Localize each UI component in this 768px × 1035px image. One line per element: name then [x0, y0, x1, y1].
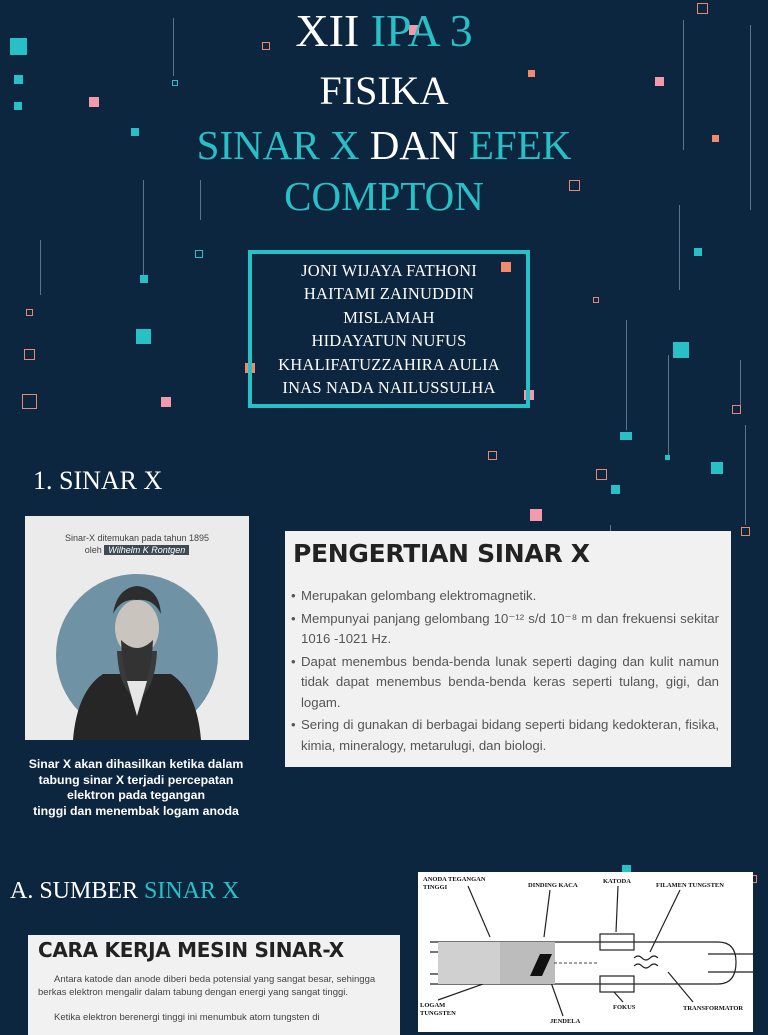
section-heading-sumber — [10, 878, 239, 905]
author-name: JONI WIJAYA FATHONI — [301, 260, 477, 280]
decorative-square — [673, 342, 689, 358]
xray-tube-diagram — [418, 872, 753, 1032]
topic-sinar-x: SINAR X — [196, 122, 360, 168]
decorative-square — [530, 509, 542, 521]
list-item: • Sering di gunakan di berbagai bidang seperti bidang kedokteran, fisika, kimia, mineralogy, metarulugi, dan biologi. — [291, 715, 719, 756]
list-item: • Merupakan gelombang elektromagnetik. — [291, 586, 719, 607]
caption-line: tabung sinar X terjadi percepatan — [38, 772, 234, 787]
diagram-label-logam: LOGAM TUNGSTEN — [420, 1002, 456, 1017]
portrait-caption-name: Wilhelm K Rontgen — [104, 545, 189, 555]
decorative-square — [611, 485, 620, 494]
author-name: HIDAYATUN NUFUS — [311, 331, 467, 350]
diagram-label-anoda: ANODA TEGANGAN TINGGI — [423, 876, 486, 891]
decorative-square — [596, 469, 607, 480]
diagram-label-dinding: DINDING KACA — [528, 882, 578, 889]
diagram-label-transformator: TRANSFORMATOR — [683, 1005, 744, 1012]
definition-card — [285, 531, 731, 767]
decorative-square — [694, 248, 702, 256]
rontgen-portrait-image — [25, 516, 249, 740]
decorative-line — [626, 320, 627, 430]
caption-line: tinggi dan menembak logam anoda — [33, 803, 239, 818]
decorative-square — [195, 250, 203, 258]
rontgen-portrait-card — [25, 516, 249, 740]
decorative-square — [24, 349, 35, 360]
sinar-x-caption — [0, 757, 272, 819]
topic-efek: EFEK — [468, 122, 572, 168]
author-name: INAS NADA NAILUSSULHA — [282, 378, 496, 397]
decorative-square — [26, 309, 33, 316]
topic-title-line1 — [0, 121, 768, 169]
decorative-square — [161, 397, 171, 407]
decorative-line — [745, 425, 746, 525]
page-title — [0, 4, 768, 58]
topic-dan: DAN — [369, 122, 459, 168]
section-heading-sumber-part2: SINAR X — [144, 878, 240, 904]
portrait-caption-prefix: oleh — [84, 545, 102, 555]
decorative-square — [593, 297, 599, 303]
cara-kerja-title: CARA KERJA MESIN SINAR-X — [38, 938, 344, 962]
caption-line: elektron pada tegangan — [66, 788, 206, 802]
decorative-square — [711, 462, 723, 474]
decorative-line — [40, 240, 41, 295]
decorative-square — [136, 329, 151, 344]
decorative-square — [620, 432, 632, 440]
portrait-caption: Sinar-X ditemukan pada tahun 1895 — [64, 533, 210, 543]
definition-title: PENGERTIAN SINAR X — [293, 539, 590, 568]
decorative-square — [732, 405, 741, 414]
diagram-label-katoda: KATODA — [603, 878, 631, 885]
list-item: • Mempunyai panjang gelombang 10⁻¹² s/d 10⁻⁸ m dan frekuensi sekitar 1016 -1021 Hz. — [291, 609, 719, 650]
decorative-square — [140, 275, 148, 283]
diagram-label-fokus: FOKUS — [613, 1004, 636, 1011]
decorative-square — [665, 455, 670, 460]
author-box — [248, 250, 530, 408]
topic-title-line2: COMPTON — [284, 173, 484, 219]
caption-line: Sinar X akan dihasilkan ketika dalam — [28, 757, 244, 771]
diagram-label-jendela: JENDELA — [550, 1018, 581, 1025]
cara-kerja-card — [28, 935, 400, 1035]
decorative-line — [740, 360, 741, 405]
author-name: KHALIFATUZZAHIRA AULIA — [278, 354, 500, 374]
list-item: • Dapat menembus benda-benda lunak seperti daging dan kulit namun tidak dapat menembus benda-benda keras seperti tulang, gigi, dan logam. — [291, 652, 719, 714]
diagram-label-filamen: FILAMEN TUNGSTEN — [656, 882, 724, 889]
definition-list — [291, 586, 719, 758]
subject-title: FISIKA — [319, 68, 449, 113]
author-name: HAITAMI ZAINUDDIN — [303, 284, 475, 303]
author-name: MISLAMAH — [343, 307, 435, 327]
cara-kerja-paragraph: Antara katode dan anode diberi beda potensial yang sangat besar, sehingga berkas elektron mengalir dalam tabung dengan energi yang sangat tinggi. — [38, 974, 376, 998]
decorative-square — [741, 527, 750, 536]
class-suffix: IPA 3 — [370, 5, 473, 56]
xray-tube-drawing — [418, 872, 753, 1032]
class-prefix: XII — [295, 5, 360, 56]
cara-kerja-paragraph: Ketika elektron berenergi tinggi ini menumbuk atom tungsten di — [54, 1012, 320, 1023]
decorative-line — [668, 355, 669, 455]
decorative-square — [488, 451, 497, 460]
section-heading-sinar-x: 1. SINAR X — [33, 466, 163, 495]
decorative-square — [22, 394, 37, 409]
section-heading-sumber-part1: A. SUMBER — [10, 878, 139, 904]
